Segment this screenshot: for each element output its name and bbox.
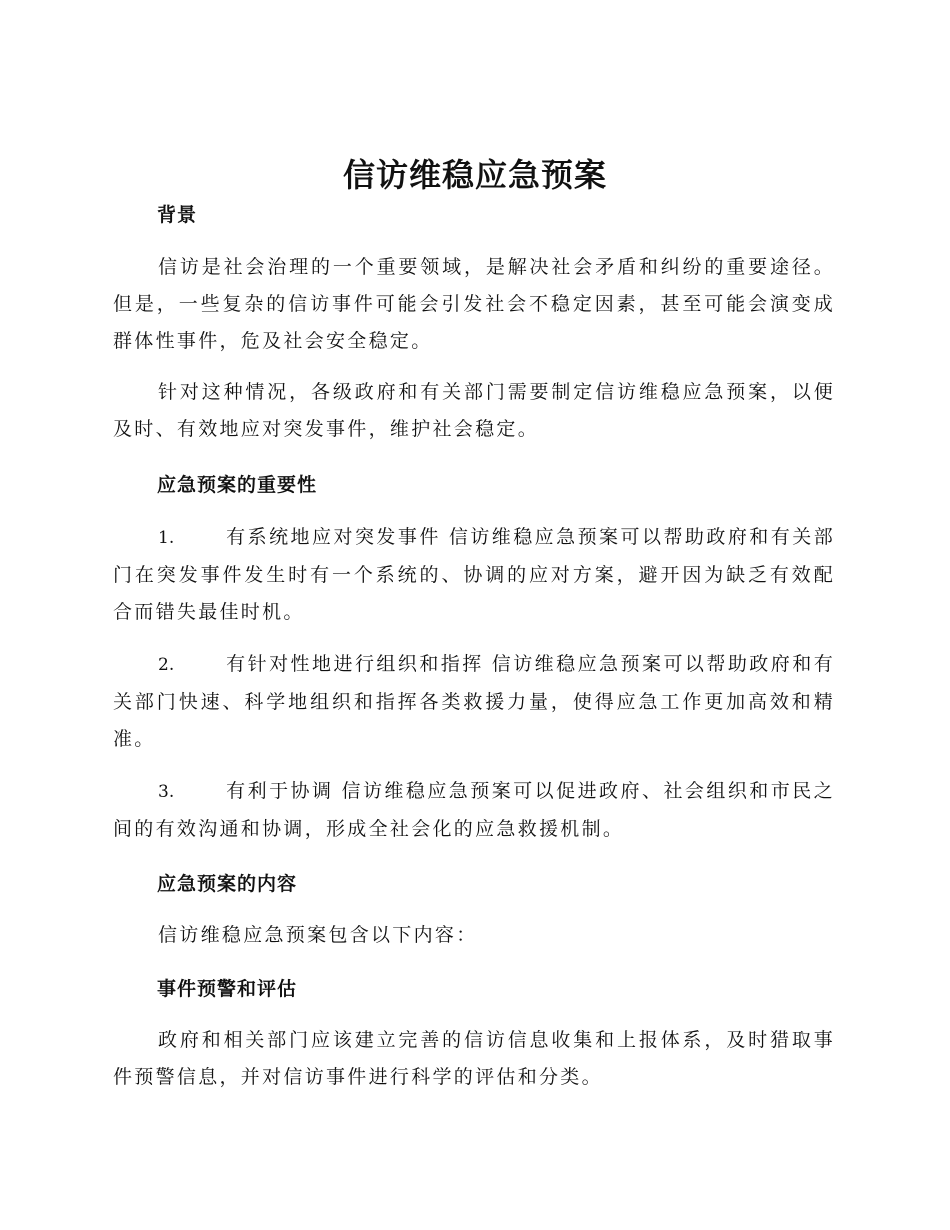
section-heading-background: 背景 xyxy=(157,204,198,226)
content-intro: 信访维稳应急预案包含以下内容： xyxy=(158,924,478,946)
list-number: 2. xyxy=(158,655,175,675)
list-number: 3. xyxy=(158,782,175,802)
background-paragraph-2: 针对这种情况，各级政府和有关部门需要制定信访维稳应急预案，以便及时、有效地应对突发事件，维护社会稳定。 xyxy=(113,381,835,440)
importance-item-3 xyxy=(113,773,835,848)
list-item-title: 有系统地应对突发事件 xyxy=(226,526,441,548)
warning-paragraph: 政府和相关部门应该建立完善的信访信息收集和上报体系，及时猎取事件预警信息，并对信访事件进行科学的评估和分类。 xyxy=(113,1029,835,1088)
list-item-text: 信访维稳应急预案可以促进政府、社会组织和市民之间的有效沟通和协调，形成全社会化的应急救援机制。 xyxy=(113,780,835,840)
background-paragraph-1: 信访是社会治理的一个重要领域，是解决社会矛盾和纠纷的重要途径。但是，一些复杂的信访事件可能会引发社会不稳定因素，甚至可能会演变成群体性事件，危及社会安全稳定。 xyxy=(113,256,835,352)
list-item-text: 信访维稳应急预案可以帮助政府和有关部门在突发事件发生时有一个系统的、协调的应对方案，避开因为缺乏有效配合而错失最佳时机。 xyxy=(113,526,835,623)
list-number: 1. xyxy=(158,528,175,548)
section-heading-content: 应急预案的内容 xyxy=(157,873,298,895)
importance-item-1 xyxy=(113,519,835,631)
importance-item-2 xyxy=(113,646,835,758)
document-title: 信访维稳应急预案 xyxy=(342,156,607,194)
section-heading-warning: 事件预警和评估 xyxy=(157,978,298,1000)
list-item-title: 有针对性地进行组织和指挥 xyxy=(226,653,484,675)
list-item-title: 有利于协调 xyxy=(226,780,334,802)
list-item-text: 信访维稳应急预案可以帮助政府和有关部门快速、科学地组织和指挥各类救援力量，使得应急工作更加高效和精准。 xyxy=(113,653,835,750)
section-heading-importance: 应急预案的重要性 xyxy=(157,474,318,496)
